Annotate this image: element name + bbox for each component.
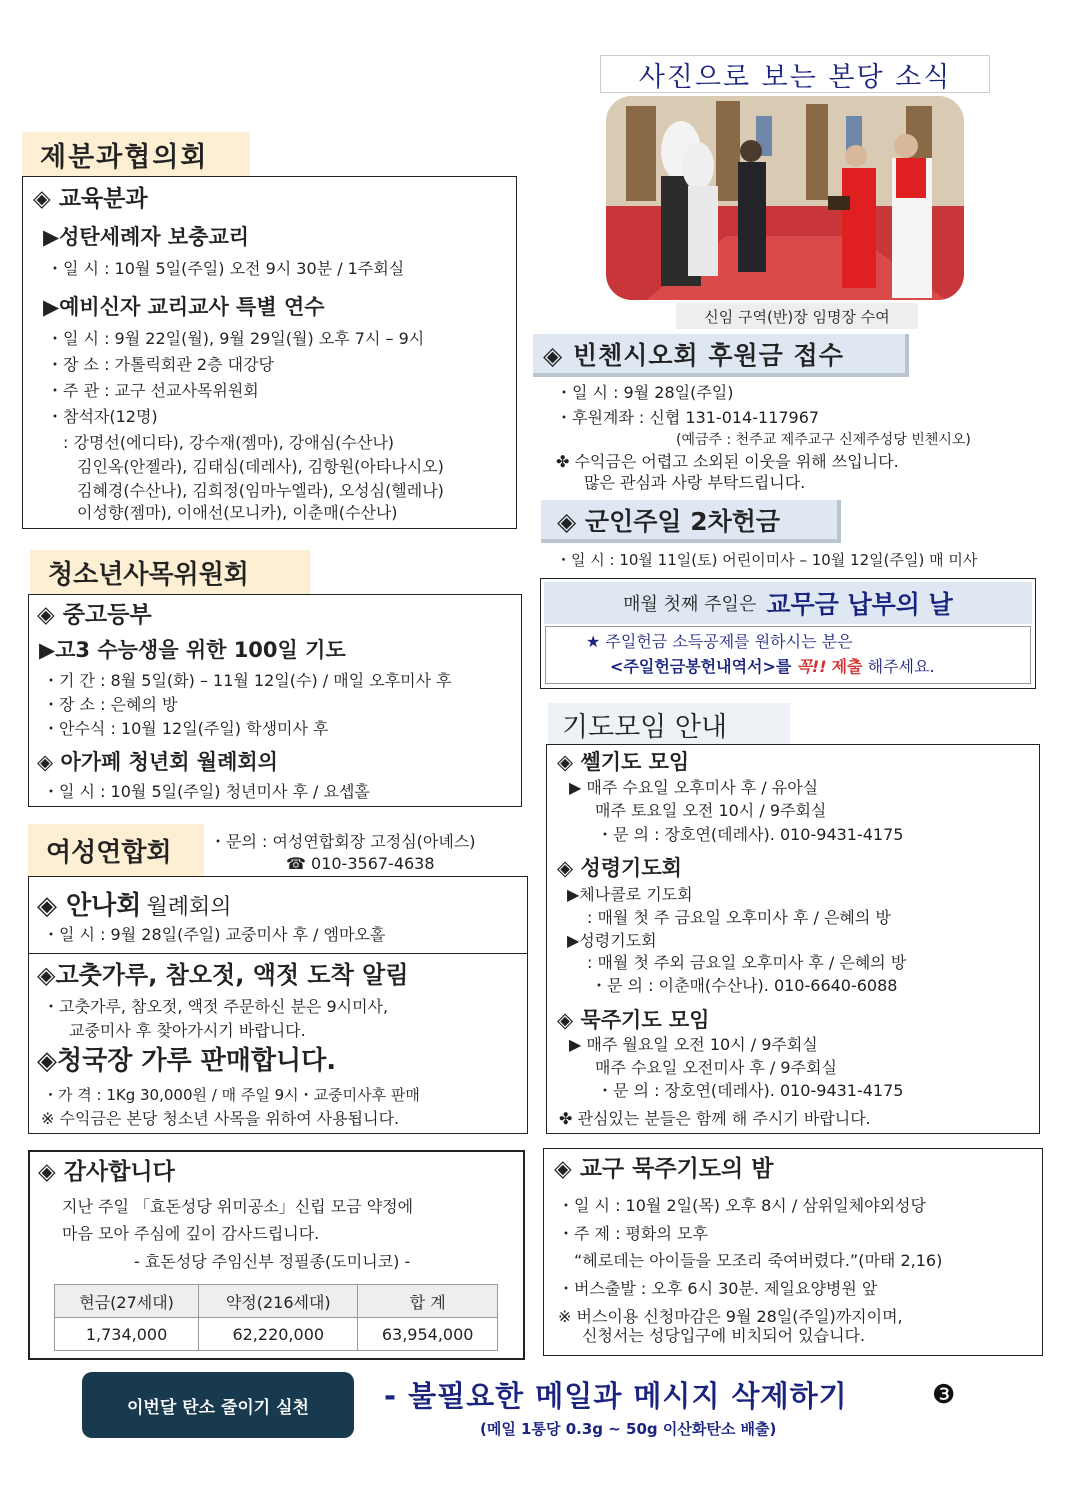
table-header: 현금(27세대) [55,1285,199,1318]
cell-line: 매주 토요일 오전 10시 / 9주회실 [595,801,827,820]
agape-title: ◈ 아가페 청년회 월례회의 [37,750,278,774]
prayer-tab: 기도모임 안내 [548,703,790,745]
cell-line: ▶ 매주 수요일 오후미사 후 / 유아실 [569,778,819,797]
vincent-holder: (예금주 : 천주교 제주교구 신제주성당 빈첸시오) [676,432,971,448]
rosary-night-box [543,1148,1043,1356]
church-photo-image [606,96,964,300]
prayer-box [546,744,1040,1134]
cell-contact: ・문 의 : 장호연(데레사). 010-9431-4175 [597,825,904,844]
rosary-night-bus: ・버스출발 : 오후 6시 30분. 제일요양병원 앞 [558,1279,878,1298]
council-box [22,176,517,529]
thanks-signature: - 효돈성당 주임신부 정필종(도미니코) - [134,1252,411,1271]
women-box [28,876,528,1134]
rosary-line: ▶ 매주 월요일 오전 10시 / 9주회실 [569,1035,818,1054]
women-tab: 여성연합회 [28,824,204,876]
spirit-contact: ・문 의 : 이춘매(수산나). 010-6640-6088 [591,976,898,995]
prayer-100-blessing: ・안수식 : 10월 12일(주일) 학생미사 후 [43,719,329,738]
divider [29,953,527,954]
catechist-place: ・장 소 : 가톨릭회관 2층 대강당 [47,355,275,374]
pepper-title: ◈고춧가루, 참오젓, 액젓 도착 알림 [37,961,409,989]
table-header: 약정(216세대) [199,1285,358,1318]
rosary-contact: ・문 의 : 장호연(데레사). 010-9431-4175 [597,1081,904,1100]
table-cell: 63,954,000 [358,1318,498,1351]
rosary-night-time: ・일 시 : 10월 2일(목) 오후 8시 / 삼위일체야외성당 [558,1196,926,1215]
baptism-time: ・일 시 : 10월 5일(주일) 오전 9시 30분 / 1주회실 [47,259,405,278]
youth-tab: 청소년사목위원회 [30,550,310,594]
attendee-line: 김혜경(수산나), 김희정(임마누엘라), 오성심(헬레나) [77,481,444,500]
thanks-box [28,1150,525,1360]
catechist-title: ▶예비신자 교리교사 특별 연수 [43,295,325,319]
rosary-night-note: 신청서는 성당입구에 비치되어 있습니다. [582,1326,866,1345]
anna-time: ・일 시 : 9월 28일(주일) 교중미사 후 / 엠마오홀 [43,925,386,944]
prayer-100-place: ・장 소 : 은혜의 방 [43,695,178,714]
spirit-line: ▶성령기도회 [567,931,657,950]
prayer-100-title: ▶고3 수능생을 위한 100일 기도 [39,638,346,662]
cheonggukjang-price: ・가 격 : 1Kg 30,000원 / 매 주일 9시・교중미사후 판매 [43,1086,420,1104]
vincent-title: ◈ 빈첸시오회 후원금 접수 [533,334,909,377]
dues-header: 매월 첫째 주일은 교무금 납부의 날 [544,582,1032,624]
photo-caption: 신임 구역(반)장 임명장 수여 [676,303,918,329]
thanks-title: ◈ 감사합니다 [38,1159,175,1185]
catechist-attendees: ・참석자(12명) [47,407,158,426]
rosary-night-quote: “헤로데는 아이들을 모조리 죽여버렸다.”(마태 2,16) [574,1251,943,1270]
carbon-sub: (메일 1통당 0.3g ~ 50g 이산화탄소 배출) [480,1420,777,1438]
carbon-slogan: - 불필요한 메일과 메시지 삭제하기 [384,1379,848,1413]
dues-note: ★ 주일헌금 소득공제를 원하시는 분은 [586,632,853,651]
edu-title: ◈ 교육분과 [33,186,148,212]
agape-time: ・일 시 : 10월 5일(주일) 청년미사 후 / 요셉홀 [43,782,370,801]
dues-inner [545,626,1031,684]
military-title: ◈ 군인주일 2차헌금 [541,500,841,543]
prayer-footer: ✤ 관심있는 분들은 함께 해 주시기 바랍니다. [559,1109,871,1128]
catechist-host: ・주 관 : 교구 선교사목위원회 [47,381,259,400]
cheonggukjang-title: ◈청국장 가루 판매합니다. [37,1046,337,1076]
military-time: ・일 시 : 10월 11일(토) 어린이미사 – 10월 12일(주일) 매 미사 [556,551,978,569]
rosary-title: ◈ 묵주기도 모임 [557,1008,710,1032]
spirit-title: ◈ 성령기도회 [557,856,682,880]
rosary-night-theme: ・주 제 : 평화의 모후 [558,1224,708,1243]
table-cell: 1,734,000 [55,1318,199,1351]
spirit-line: : 매월 첫 주 금요일 오후미사 후 / 은혜의 방 [587,908,891,927]
pepper-line: ・고춧가루, 참오젓, 액젓 주문하신 분은 9시미사, [43,997,389,1016]
dues-note-2: <주일헌금봉헌내역서>를 꼭!! 제출 해주세요. [610,657,935,676]
vincent-time: ・일 시 : 9월 28일(주일) [556,383,734,402]
carbon-number: ❸ [932,1380,956,1410]
rosary-night-title: ◈ 교구 묵주기도의 밤 [554,1156,774,1182]
spirit-line: : 매월 첫 주외 금요일 오후미사 후 / 은혜의 방 [587,953,907,972]
rosary-night-note: ※ 버스이용 신청마감은 9월 28일(주일)까지이며, [558,1307,903,1326]
highschool-title: ◈ 중고등부 [37,602,152,628]
dues-box [540,578,1036,689]
prayer-100-period: ・기 간 : 8월 5일(화) – 11월 12일(수) / 매일 오후미사 후 [43,671,452,690]
women-phone: ☎ 010-3567-4638 [286,854,435,873]
table-header: 합 계 [358,1285,498,1318]
attendee-line: 김인옥(안젤라), 김태심(데레사), 김항원(아타나시오) [77,457,444,476]
spirit-line: ▶체나콜로 기도회 [567,885,693,904]
baptism-title: ▶성탄세례자 보충교리 [43,225,250,249]
vincent-note: ✤ 수익금은 어렵고 소외된 이웃을 위해 쓰입니다. [556,452,899,471]
table-cell: 62,220,000 [199,1318,358,1351]
cell-title: ◈ 쎌기도 모임 [557,750,690,774]
thanks-table [54,1284,498,1351]
attendee-line: 이성향(젬마), 이애선(모니카), 이춘매(수산나) [77,503,398,522]
vincent-account: ・후원계좌 : 신협 131-014-117967 [556,408,820,427]
anna-title: ◈ 안나회 월례회의 [37,891,232,921]
women-contact: ・문의 : 여성연합회장 고정심(아녜스) [210,832,476,851]
council-tab: 제분과협의회 [22,132,250,176]
church-photo [606,96,964,300]
thanks-line: 지난 주일 「효돈성당 위미공소」신립 모금 약정에 [62,1197,414,1216]
attendee-line: : 강명선(에디타), 강수재(젬마), 강애심(수산나) [63,433,395,452]
vincent-note: 많은 관심과 사랑 부탁드립니다. [584,473,806,492]
photo-news-title: 사진으로 보는 본당 소식 [600,55,990,93]
rosary-line: 매주 수요일 오전미사 후 / 9주회실 [595,1058,837,1077]
carbon-badge: 이번달 탄소 줄이기 실천 [82,1372,354,1438]
cheonggukjang-note: ※ 수익금은 본당 청소년 사목을 위하여 사용됩니다. [41,1109,400,1128]
thanks-line: 마음 모아 주심에 깊이 감사드립니다. [62,1224,320,1243]
youth-box [28,594,522,807]
catechist-time: ・일 시 : 9월 22일(월), 9월 29일(월) 오후 7시 – 9시 [47,329,425,348]
pepper-line: 교중미사 후 찾아가시기 바랍니다. [69,1021,306,1040]
